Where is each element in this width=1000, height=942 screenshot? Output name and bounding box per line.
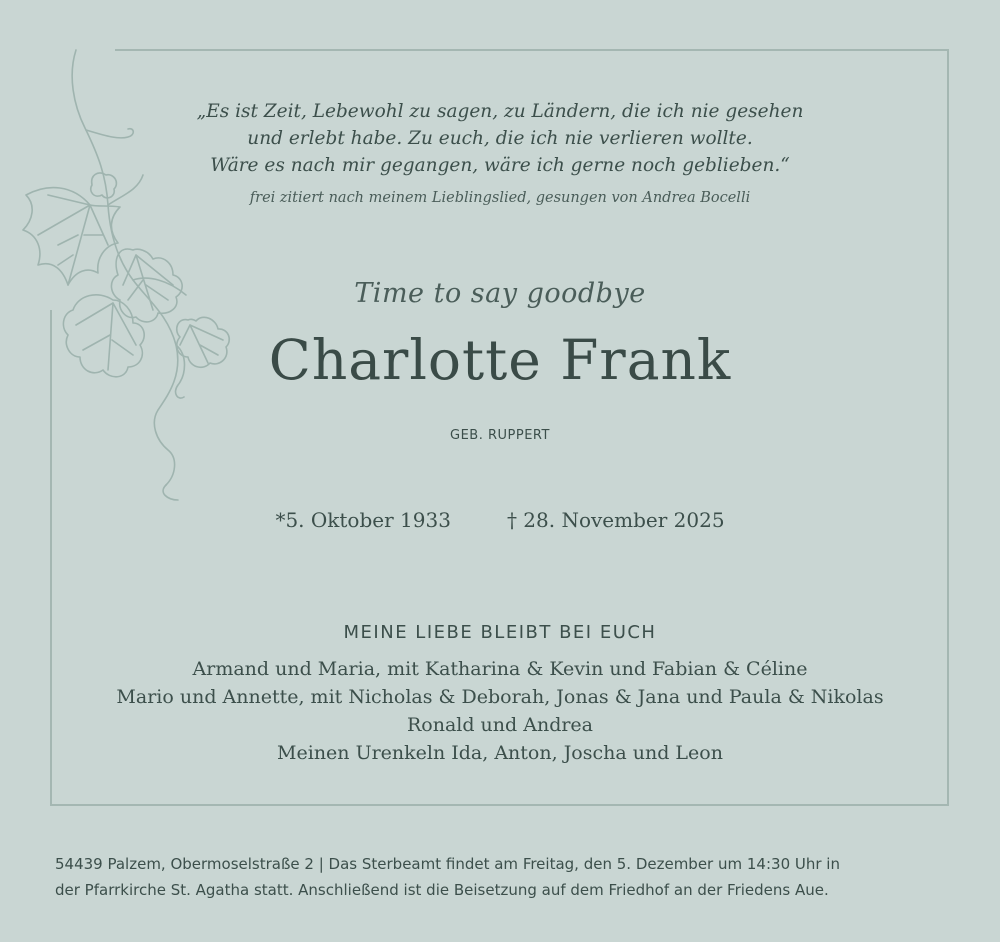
service-info	[55, 851, 947, 903]
quote-line: Wäre es nach mir gegangen, wäre ich gerne noch geblieben.“	[210, 155, 790, 176]
service-info-line: 54439 Palzem, Obermoselstraße 2 | Das Sterbeamt findet am Freitag, den 5. Dezember um 14:30 Uhr in	[55, 855, 840, 873]
birth-date: *5. Oktober 1933	[275, 508, 451, 532]
quote-line: „Es ist Zeit, Lebewohl zu sagen, zu Ländern, die ich nie gesehen	[196, 101, 804, 122]
life-dates	[0, 508, 1000, 532]
motto: Time to say goodbye	[354, 278, 646, 309]
family-line: Armand und Maria, mit Katharina & Kevin und Fabian & Céline	[192, 658, 808, 680]
quote-block	[0, 98, 1000, 179]
family-heading: MEINE LIEBE BLEIBT BEI EUCH	[343, 622, 657, 643]
death-date: † 28. November 2025	[506, 508, 725, 532]
family-list	[0, 655, 1000, 767]
maiden-name: GEB. RUPPERT	[450, 428, 550, 443]
deceased-name: Charlotte Frank	[268, 328, 732, 392]
quote-source: frei zitiert nach meinem Lieblingslied, gesungen von Andrea Bocelli	[249, 190, 751, 206]
service-info-line: der Pfarrkirche St. Agatha statt. Anschließend ist die Beisetzung auf dem Friedhof an der Friedens Aue.	[55, 881, 829, 899]
family-line: Mario und Annette, mit Nicholas & Deborah, Jonas & Jana und Paula & Nikolas	[116, 686, 884, 708]
family-line: Ronald und Andrea	[406, 714, 594, 736]
frame-bottom-border	[50, 804, 949, 806]
family-line: Meinen Urenkeln Ida, Anton, Joscha und Leon	[277, 742, 723, 764]
quote-line: und erlebt habe. Zu euch, die ich nie verlieren wollte.	[247, 128, 753, 149]
